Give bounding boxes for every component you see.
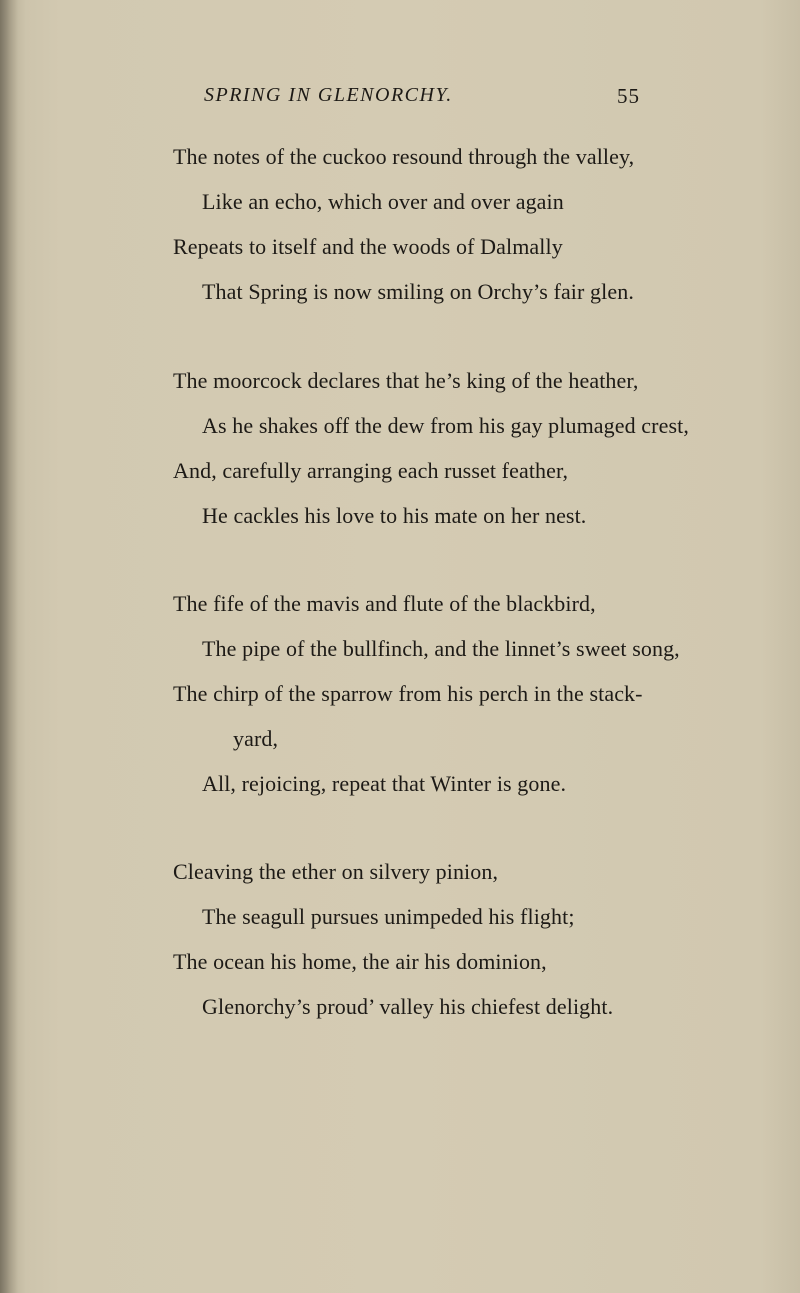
poem-line: All, rejoicing, repeat that Winter is gone. bbox=[202, 771, 567, 796]
poem-line: Cleaving the ether on silvery pinion, bbox=[173, 859, 499, 884]
running-title: SPRING IN GLENORCHY. bbox=[204, 84, 453, 106]
poem-line: As he shakes off the dew from his gay plumaged crest, bbox=[202, 413, 689, 438]
poem-line: The fife of the mavis and flute of the blackbird, bbox=[173, 591, 596, 616]
poem-line: The notes of the cuckoo resound through the valley, bbox=[173, 144, 635, 169]
gutter-shadow bbox=[0, 0, 18, 1293]
poem-line: He cackles his love to his mate on her nest. bbox=[202, 503, 587, 528]
poem-line: The seagull pursues unimpeded his flight; bbox=[202, 904, 575, 929]
poem-line: The ocean his home, the air his dominion, bbox=[173, 949, 547, 974]
poem-line: The moorcock declares that he’s king of the heather, bbox=[173, 368, 639, 393]
page-header bbox=[0, 84, 800, 114]
poem-line: And, carefully arranging each russet feather, bbox=[173, 458, 569, 483]
poem-line: Like an echo, which over and over again bbox=[202, 189, 564, 214]
poem-line: That Spring is now smiling on Orchy’s fair glen. bbox=[202, 279, 634, 304]
poem-line-continuation: yard, bbox=[233, 726, 279, 751]
poem-line: Repeats to itself and the woods of Dalmally bbox=[173, 234, 563, 259]
poem-line: The pipe of the bullfinch, and the linnet’s sweet song, bbox=[202, 636, 680, 661]
poem-line: The chirp of the sparrow from his perch in the stack- bbox=[173, 681, 643, 706]
poem-line: Glenorchy’s proud’ valley his chiefest delight. bbox=[202, 994, 614, 1019]
page-number: 55 bbox=[617, 84, 640, 108]
